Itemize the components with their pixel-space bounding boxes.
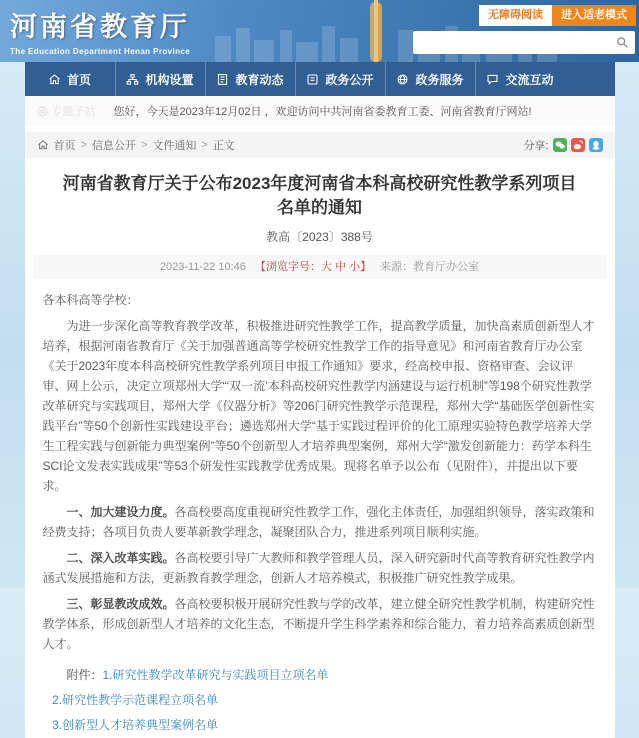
content-area: [25, 126, 615, 738]
nav-label: 首页: [66, 72, 91, 87]
attachment-row: [43, 713, 597, 738]
paragraph-requirement-3: [43, 594, 597, 654]
article-meta-bar: [33, 255, 607, 279]
weibo-share-icon[interactable]: [571, 138, 585, 152]
attachments: [43, 663, 597, 738]
site-banner: [0, 0, 639, 62]
nav-label: 机构设置: [145, 72, 194, 87]
site-title: 河南省教育厅: [10, 12, 190, 43]
banner-buttons: [479, 5, 636, 26]
attachment-link-3[interactable]: 3.创新型人才培养典型案例名单: [52, 718, 219, 732]
welcome-message: 您好，今天是2023年12月02日 ，欢迎访问中共河南省委教育工委、河南省教育厅网站!: [113, 106, 532, 118]
wechat-share-icon[interactable]: [553, 138, 567, 152]
document-number: 教高〔2023〕388号: [266, 230, 373, 244]
nav-item-interaction[interactable]: [475, 62, 565, 96]
share-widget: [523, 137, 602, 153]
share-label: 分享:: [523, 140, 549, 152]
target-icon: [37, 106, 48, 117]
font-size-controls[interactable]: 【浏览字号：大 中 小】: [254, 261, 372, 273]
special-subsite-label: 专题子站: [51, 106, 96, 118]
notice-bar: [25, 96, 615, 126]
attachment-link-1[interactable]: 1.研究性教学改革研究与实践项目立项名单: [102, 668, 329, 682]
paragraph-requirement-1: [43, 502, 597, 542]
paragraph-text: 为进一步深化高等教育教学改革，积极推进研究性教学工作，提高教学质量，加快高素质创新型人才培养，根据河南省教育厅《关于加强普通高等学校研究性教学工作的指导意见》和河南省教育厅办公室《关于2023年度本科高校研究性教学系列项目申报工作通知》要求，经高校申报、资格审查、会议评审、网上公示，决定立项郑州大学“‘双一流’本科高校研究性教学内涵建设与运行机制”等198个研究性教学改革研究与实践项目，郑州大学《仪器分析》等206门研究性教学示范课程，郑州大学“基础医学创新性实践平台”等50个创新性实践建设平台；遴选郑州大学“基于实践过程评价的化工原理实验特色教学培养大学生工程实践与创新能力典型案例”等50个创新型人才培养典型案例，郑州大学“激发创新能力：药学本科生SCI论文发表实践成果”等53个研发性实践教学优秀成果。现将名单予以公布（见附件），并提出以下要求。: [42, 319, 595, 493]
elder-mode-button[interactable]: 进入适老模式: [552, 5, 636, 26]
paragraph-requirement-2: [43, 548, 597, 588]
nav-item-home[interactable]: [25, 62, 115, 96]
search-bar[interactable]: [413, 31, 635, 54]
article-body: [33, 279, 607, 738]
paragraph-text: 各高校要高度重视研究性教学工作，强化主体责任，加强组织领导，落实政策和经费支持；各项目负责人要革新教学理念，凝聚团队合力，推进系列项目顺利实施。: [42, 505, 595, 539]
nav-label: 教育动态: [235, 72, 284, 87]
org-icon: [126, 73, 139, 86]
nav-label: 交流互动: [505, 72, 554, 87]
salutation: 各本科高等学校：: [42, 293, 139, 307]
breadcrumb-item-info-disclosure[interactable]: 信息公开: [91, 140, 136, 152]
breadcrumb-separator: >: [140, 139, 148, 151]
news-icon: [216, 73, 229, 86]
breadcrumb-home-icon: [37, 139, 49, 151]
qq-share-icon[interactable]: [589, 138, 603, 152]
paragraph-lead: 二、深入改革实践。: [66, 551, 175, 565]
nav-item-organization[interactable]: [115, 62, 205, 96]
search-icon[interactable]: [616, 36, 629, 49]
paragraph-lead: 一、加大建设力度。: [66, 505, 175, 519]
paragraph-text: 各高校要引导广大教师和教学管理人员，深入研究新时代高等教育研究性教学内涵式发展措施和方法，更新教育教学理念，创新人才培养模式，积极推广研究性教学成果。: [42, 551, 595, 585]
paragraph-intro: [43, 316, 597, 496]
home-icon: [48, 73, 61, 86]
paragraph-lead: 三、彰显教改成效。: [66, 597, 175, 611]
breadcrumb-item-document-notices[interactable]: 文件通知: [152, 140, 197, 152]
page-container: [25, 62, 615, 738]
interaction-icon: [486, 73, 499, 86]
breadcrumb-separator: >: [201, 139, 208, 151]
special-subsite-link[interactable]: [37, 103, 96, 119]
nav-item-gov-disclosure[interactable]: [295, 62, 385, 96]
service-icon: [396, 73, 409, 86]
nav-item-gov-services[interactable]: [385, 62, 475, 96]
attachment-row: [43, 688, 597, 713]
search-input[interactable]: [419, 37, 616, 49]
disclosure-icon: [306, 73, 319, 86]
breadcrumb: [25, 132, 615, 158]
nav-label: 政务服务: [415, 72, 464, 87]
breadcrumb-item-current: 正文: [212, 140, 235, 152]
breadcrumb-item-home[interactable]: 首页: [53, 140, 76, 152]
article-source: 来源：教育厅办公室: [380, 261, 480, 273]
accessibility-reading-button[interactable]: 无障碍阅读: [479, 5, 552, 26]
nav-label: 政务公开: [325, 72, 374, 87]
site-title-english: The Education Department Henan Province: [10, 47, 191, 56]
paragraph-text: 各高校要积极开展研究性教与学的改革，建立健全研究性教学机制，构建研究性教学体系，形成创新型人才培养的文化生态，不断提升学生科学素养和综合能力，着力培养高素质创新型人才。: [42, 597, 595, 651]
nav-item-education-news[interactable]: [205, 62, 295, 96]
article: [25, 172, 615, 738]
main-navigation: [25, 62, 615, 96]
breadcrumb-separator: >: [80, 139, 87, 151]
attachment-row: [43, 663, 597, 688]
attachment-link-2[interactable]: 2.研究性教学示范课程立项名单: [52, 693, 219, 707]
publish-time: 2023-11-22 10:46: [159, 261, 246, 273]
article-title: 河南省教育厅关于公布2023年度河南省本科高校研究性教学系列项目名单的通知: [62, 174, 577, 217]
attachments-label: 附件：: [66, 668, 103, 682]
site-logo[interactable]: [10, 5, 190, 56]
